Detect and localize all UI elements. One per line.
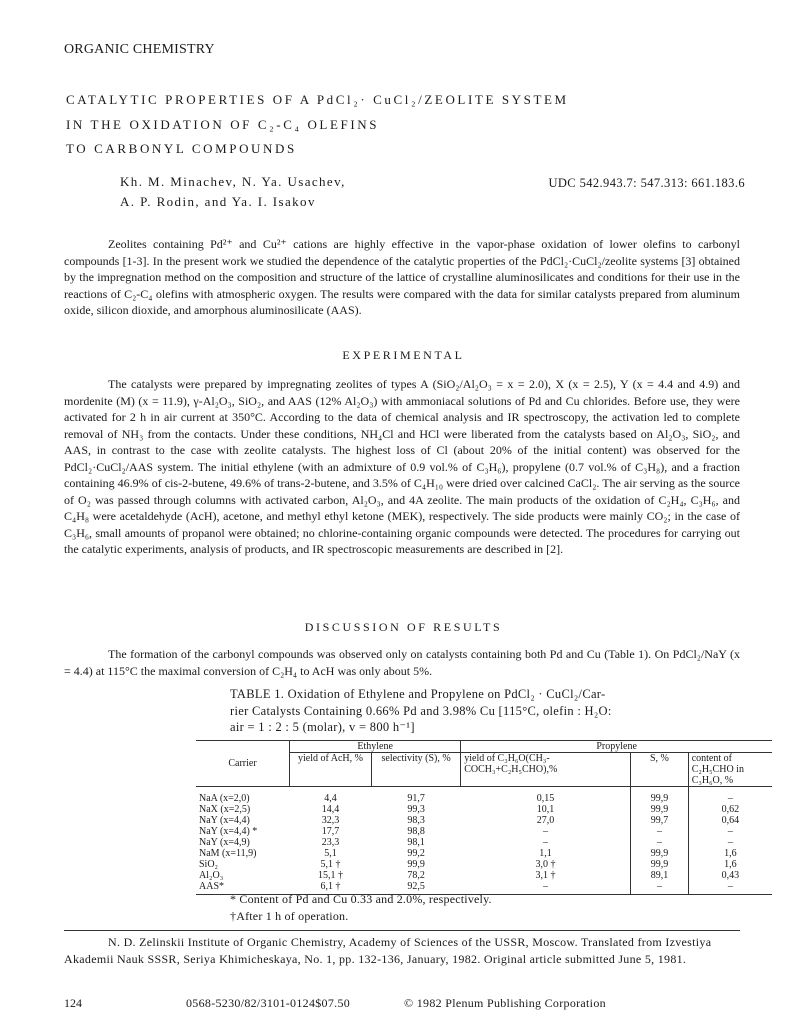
table-row: [196, 848, 772, 859]
authors-line-2: A. P. Rodin, and Ya. I. Isakov: [120, 194, 316, 209]
s-cell: 99,9: [631, 848, 688, 859]
carrier-cell: NaA (x=2,0): [199, 793, 250, 804]
content-cell: 0,62: [688, 804, 772, 815]
sel-cell: 98,1: [407, 837, 425, 848]
content-cell: –: [688, 881, 772, 895]
table-row: [196, 804, 772, 815]
content-cell: 1,6: [688, 859, 772, 870]
carrier-cell: NaX (x=2,5): [199, 804, 251, 815]
content-cell: –: [688, 837, 772, 848]
col-yield-c3-header: yield of C₃H₆O(CH₃-COCH₃+C₂H₅CHO),%: [461, 753, 631, 787]
ach-cell: 4,4: [324, 793, 337, 804]
experimental-text: The catalysts were prepared by impregnating zeolites of types A (SiO₂/Al₂O₃ = x = 2.0), X (x = 2.5), Y (x = 4.4 and 4.9) and mordenite (M) (x = 11.9), γ-Al₂O₃, SiO₂, and AAS (12% Al₂O₃) with ammoniacal solutions of Pd and Cu chlorides. Before use, they were activated for 2 h in air current at 350°C. According to the data of chemical analysis and IR spectroscopy, the activation led to complete removal of NH₃ from the contacts. Under these conditions, NH₄Cl and HCl were liberated from the catalysts based on Al₂O₃, SiO₂, and AAS, in contrast to the case with zeolite catalysts. The highest loss of Cl (about 20% of the initial content) was observed for the PdCl₂·CuCl₂/AAS system. The initial ethylene (with an admixture of 0.9 vol.% of C₃H₆), propylene (0.7 vol.% of C₃H₈), and a fraction containing 46.9% of cis-2-butene, 49.6% of trans-2-butene, and 3.5% of C₄H₁₀ were dried over calcined CaCl₂. The air serving as the source of O₂ was passed through columns with activated carbon, Al₂O₃, and 4A zeolite. The main products of the oxidation of C₂H₄, C₃H₆, and C₄H₈ were acetaldehyde (AcH), acetone, and methyl ethyl ketone (MEK), respectively. The side products were mainly CO₂; in the case of C₃H₆, small amounts of propanol were obtained; no chlorine-containing organic compounds were detected. The procedures for carrying out the catalytic experiments, analysis of products, and IR spectroscopic measurements are described in [2].: [64, 377, 740, 556]
col-content-header: content of C₂H₅CHO in C₃H₆O, %: [688, 753, 772, 787]
footnote-star: * Content of Pd and Cu 0.33 and 2.0%, respectively.: [230, 892, 492, 906]
s-cell: 89,1: [631, 870, 688, 881]
table-caption-line-2: rier Catalysts Containing 0.66% Pd and 3.98% Cu [115°C, olefin : H₂O:: [230, 703, 612, 718]
s-cell: 99,7: [631, 815, 688, 826]
s-cell: 99,9: [631, 859, 688, 870]
col-s-header: S, %: [631, 753, 688, 787]
carrier-cell: NaY (x=4,9): [199, 837, 250, 848]
carrier-cell: NaY (x=4,4) *: [199, 826, 258, 837]
sel-cell: 91,7: [407, 793, 425, 804]
copyright-notice: © 1982 Plenum Publishing Corporation: [404, 996, 606, 1010]
udc-code: UDC 542.943.7: 547.313: 661.183.6: [548, 176, 745, 190]
ach-cell: 17,7: [321, 826, 340, 837]
article-title-line-1: CATALYTIC PROPERTIES OF A PdCl₂· CuCl₂/ZEOLITE SYSTEM: [66, 92, 569, 107]
carrier-cell: AAS*: [196, 881, 290, 895]
ach-cell: 23,3: [321, 837, 340, 848]
content-cell: –: [688, 787, 772, 805]
discussion-heading: DISCUSSION OF RESULTS: [304, 620, 503, 634]
carrier-cell: NaY (x=4,4): [199, 815, 250, 826]
footnote-dagger: †After 1 h of operation.: [230, 909, 349, 923]
yield-cell: 3,0 †: [535, 859, 556, 870]
s-cell: –: [631, 837, 688, 848]
s-cell: –: [631, 881, 688, 895]
article-title-line-3: TO CARBONYL COMPOUNDS: [66, 141, 297, 156]
table-caption-line-1: TABLE 1. Oxidation of Ethylene and Propylene on PdCl₂ · CuCl₂/Car-: [230, 687, 606, 701]
authors-line-1: Kh. M. Minachev, N. Ya. Usachev,: [120, 174, 346, 189]
content-cell: –: [688, 826, 772, 837]
table-caption-line-3: air = 1 : 2 : 5 (molar), v = 800 h⁻¹]: [230, 720, 415, 734]
carrier-cell: NaM (x=11,9): [199, 848, 257, 859]
yield-cell: 3,1 †: [535, 870, 556, 881]
experimental-paragraph: [64, 376, 740, 558]
sel-cell: 98,8: [407, 826, 425, 837]
sel-cell: 99,9: [407, 859, 425, 870]
yield-cell: 1,1: [539, 848, 552, 859]
propylene-group-header: Propylene: [461, 741, 772, 753]
experimental-heading: EXPERIMENTAL: [342, 348, 465, 362]
affiliation-block: [64, 934, 740, 967]
journal-section-label: ORGANIC CHEMISTRY: [64, 42, 215, 57]
yield-cell: 10,1: [536, 804, 555, 815]
col-yield-ach-header: yield of AcH, %: [290, 753, 372, 787]
s-cell: –: [631, 826, 688, 837]
carrier-cell: SiO₂: [199, 859, 219, 870]
table-footnotes: [230, 891, 492, 925]
content-cell: 0,64: [688, 815, 772, 826]
yield-cell: 27,0: [536, 815, 555, 826]
table-row: [196, 826, 772, 837]
yield-cell: –: [542, 826, 548, 837]
authors-block: [120, 172, 346, 212]
table-row: [196, 815, 772, 826]
col-carrier-header: Carrier: [196, 741, 290, 787]
table-row: [196, 837, 772, 848]
sel-cell: 92,5: [371, 881, 460, 895]
content-cell: 1,6: [688, 848, 772, 859]
s-cell: 99,9: [631, 787, 688, 805]
sel-cell: 99,3: [407, 804, 425, 815]
discussion-paragraph: [64, 646, 740, 679]
sel-cell: 78,2: [407, 870, 425, 881]
s-cell: 99,9: [631, 804, 688, 815]
table-row: [196, 859, 772, 870]
col-selectivity-header: selectivity (S), %: [371, 753, 460, 787]
discussion-text: The formation of the carbonyl compounds was observed only on catalysts containing both Pd and Cu (Table 1). On PdCl₂/NaY (x = 4.4) at 115°C the maximal conversion of C₂H₄ to AcH was only about 5%.: [64, 647, 740, 678]
yield-cell: –: [461, 881, 631, 895]
page-number: 124: [64, 996, 82, 1010]
table-row: [196, 870, 772, 881]
issn-price: 0568-5230/82/3101-0124$07.50: [186, 996, 351, 1010]
article-title-line-2: IN THE OXIDATION OF C₂-C₄ OLEFINS: [66, 117, 380, 132]
yield-cell: 0,15: [536, 793, 555, 804]
content-cell: 0,43: [688, 870, 772, 881]
yield-cell: –: [542, 837, 548, 848]
ach-cell: 15,1 †: [318, 870, 343, 881]
ach-cell: 6,1 †: [290, 881, 372, 895]
sel-cell: 99,2: [407, 848, 425, 859]
table-row: [196, 787, 772, 805]
results-table: [196, 740, 772, 895]
table-group-header-row: [196, 741, 772, 753]
footer-divider: [64, 930, 740, 931]
ach-cell: 5,1: [324, 848, 337, 859]
affiliation-text: N. D. Zelinskii Institute of Organic Chemistry, Academy of Sciences of the USSR, Moscow. Translated from Izvestiya Akademii Nauk SSSR, Seriya Khimicheskaya, No. 1, pp. 132-136, January, 1982. Original article submitted June 5, 1981.: [64, 935, 712, 966]
sel-cell: 98,3: [407, 815, 425, 826]
ach-cell: 32,3: [321, 815, 340, 826]
intro-text: Zeolites containing Pd²⁺ and Cu²⁺ cations are highly effective in the vapor-phase oxidation of lower olefins to carbonyl compounds [1-3]. In the present work we studied the dependence of the catalytic properties of the PdCl₂·CuCl₂/zeolite systems [3] obtained by the impregnation method on the composition and structure of the lattice of crystalline aluminosilicates and conditions for their use in the reactions of C₂-C₄ olefins with atmospheric oxygen. The results were compared with the data for similar catalysts prepared from aluminum oxide, silicon dioxide, and amorphous aluminosilicate (AAS).: [64, 237, 740, 317]
carrier-cell: Al₂O₃: [199, 870, 224, 881]
results-table-wrapper: [196, 740, 772, 895]
ethylene-group-header: Ethylene: [290, 741, 461, 753]
ach-cell: 5,1 †: [320, 859, 341, 870]
intro-paragraph: [64, 236, 740, 319]
ach-cell: 14,4: [321, 804, 340, 815]
table-caption: [230, 686, 670, 736]
